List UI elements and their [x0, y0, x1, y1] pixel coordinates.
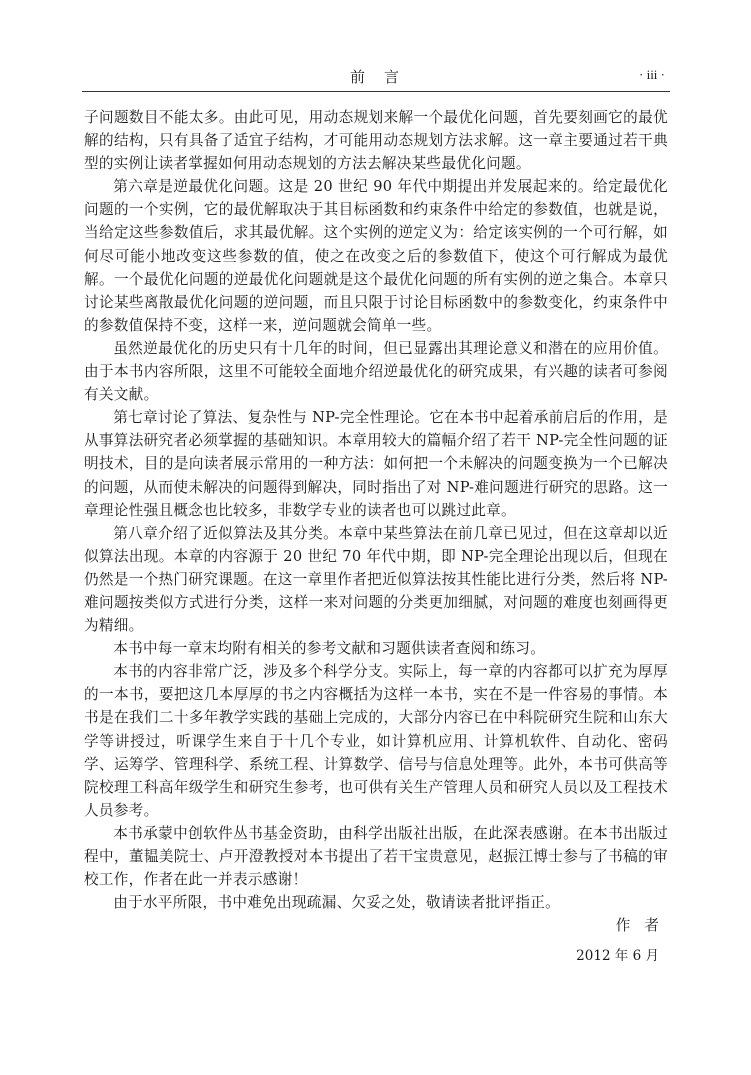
paragraph-closing: 由于水平所限，书中难免出现疏漏、欠妥之处，敬请读者批评指正。	[113, 894, 561, 912]
paragraph-inverse-optimization: 虽然逆最优化的历史只有十几年的时间，但已显露出其理论意义和潜在的应用价值。由于本书内容所限，这里不可能较全面地介绍逆最优化的研究成果，有兴趣的读者可参阅有关文献。	[84, 339, 668, 404]
signature-date: 2012 年 6 月	[576, 948, 659, 964]
paragraph-chapter-six: 第六章是逆最优化问题。这是 20 世纪 90 年代中期提出并发展起来的。给定最优化问题的一个实例，它的最优解取决于其目标函数和约束条件中给定的参数值，也就是说，当给定这些参数值后，求其最优解。这个实例的逆定义为：给定该实例的一个可行解，如何尽可能小地改变这些参数的值，使之在改变之后的参数值下，使这个可行解成为最优解。一个最优化问题的逆最优化问题就是这个最优化问题的所有实例的逆之集合。本章只讨论某些离散最优化问题的逆问题，而且只限于讨论目标函数中的参数变化，约束条件中的参数值保持不变，这样一来，逆问题就会简单一些。	[84, 178, 668, 334]
paragraph-chapter-seven: 第七章讨论了算法、复杂性与 NP-完全性理论。它在本书中起着承前启后的作用，是从事算法研究者必须掌握的基础知识。本章用较大的篇幅介绍了若干 NP-完全性问题的证明技术，目的是向读者展示常用的一种方法：如何把一个未解决的问题变换为一个已解决的问题，从而使未解决的问题得到解决，同时指出了对 NP-难问题进行研究的思路。这一章理论性强且概念也比较多，非数学专业的读者也可以跳过此章。	[84, 409, 668, 519]
body-text	[84, 106, 668, 914]
paragraph-acknowledgements: 本书承蒙中创软件丛书基金资助，由科学出版社出版，在此深表感谢。在本书出版过程中，董韫美院士、卢开澄教授对本书提出了若干宝贵意见，赵振江博士参与了书稿的审校工作，作者在此一并表示感谢！	[84, 824, 668, 889]
running-header	[0, 64, 751, 90]
paragraph-scope: 本书的内容非常广泛，涉及多个科学分支。实际上，每一章的内容都可以扩充为厚厚的一本书，要把这几本厚厚的书之内容概括为这样一本书，实在不是一件容易的事情。本书是在我们二十多年教学实践的基础上完成的，大部分内容已在中科院研究生院和山东大学等讲授过，听课学生来自于十几个专业，如计算机应用、计算机软件、自动化、密码学、运筹学、管理科学、系统工程、计算数学、信号与信息处理等。此外，本书可供高等院校理工科高年级学生和研究生参考，也可供有关生产管理人员和研究人员以及工程技术人员参考。	[84, 663, 668, 819]
chapter-title: 前 言	[349, 68, 401, 86]
signature-author: 作者	[615, 917, 673, 934]
paragraph-references: 本书中每一章末均附有相关的参考文献和习题供读者查阅和练习。	[113, 640, 546, 658]
signature-block	[576, 914, 673, 968]
paragraph-continuation: 子问题数目不能太多。由此可见，用动态规划来解一个最优化问题，首先要刻画它的最优解的结构，只有具备了适宜子结构，才可能用动态规划方法求解。这一章主要通过若干典型的实例让读者掌握如何用动态规划的方法去解决某些最优化问题。	[84, 109, 668, 173]
paragraph-chapter-eight: 第八章介绍了近似算法及其分类。本章中某些算法在前几章已见过，但在这章却以近似算法出现。本章的内容源于 20 世纪 70 年代中期，即 NP-完全理论出现以后，但现在仍然是一个热门研究课题。在这一章里作者把近似算法按其性能比进行分类，然后将 NP-难问题按类似方式进行分类，这样一来对问题的分类更加细腻，对问题的难度也刻画得更为精细。	[84, 524, 668, 635]
page-number: · iii ·	[639, 67, 665, 82]
header-rule	[82, 91, 670, 92]
